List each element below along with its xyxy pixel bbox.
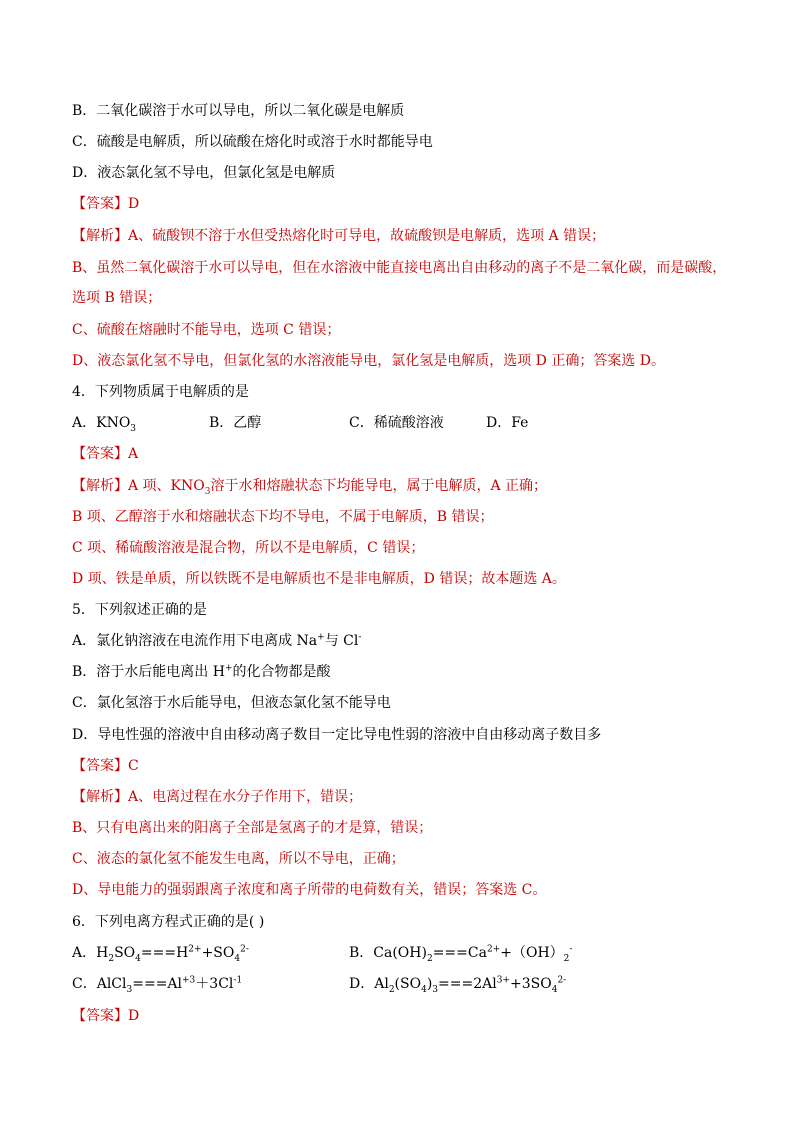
q3-answer	[72, 194, 733, 214]
answer-tag: 【答案】	[72, 446, 128, 462]
q3-option-d: D．液态氯化氢不导电，但氯化氢是电解质	[72, 165, 336, 181]
q4-option-d: D．Fe	[486, 415, 529, 431]
q6-answer	[72, 1006, 733, 1026]
answer-tag: 【答案】	[72, 1008, 128, 1024]
q6-option-d: D．$Al_2(SO_4)_3===2Al^{3+}+3SO_4^{2-}$	[349, 975, 567, 995]
q6-option-c: C．$AlCl_3===Al^{+3}+3Cl^{-1}$	[72, 975, 243, 995]
q3-option-b: B．二氧化碳溶于水可以导电，所以二氧化碳是电解质	[72, 103, 405, 119]
answer-value: D	[128, 196, 140, 212]
q3-analysis-5: D、液态氯化氢不导电，但氯化氢的水溶液能导电，氯化氢是电解质，选项 D 正确；答案选 D。	[72, 353, 666, 369]
q3-analysis-1: 【解析】A、硫酸钡不溶于水但受热熔化时可导电，故硫酸钡是电解质，选项 A 错误；	[72, 228, 606, 244]
q4-answer	[72, 444, 733, 464]
q5-option-d: D．导电性强的溶液中自由移动离子数目一定比导电性弱的溶液中自由移动离子数目多	[72, 727, 602, 743]
answer-tag: 【答案】	[72, 196, 128, 212]
q5-analysis-4: D、导电能力的强弱跟离子浓度和离子所带的电荷数有关，错误；答案选 C。	[72, 882, 547, 898]
q4-analysis-1: 【解析】A 项、$KNO_3$溶于水和熔融状态下均能导电，属于电解质，A 正确；	[72, 478, 548, 497]
q4-option-a: A．$KNO_3$	[72, 415, 137, 434]
answer-tag: 【答案】	[72, 758, 128, 774]
answer-value: D	[128, 1008, 140, 1024]
q3-option-c: C．硫酸是电解质，所以硫酸在熔化时或溶于水时都能导电	[72, 134, 433, 150]
q5-option-c: C．氯化氢溶于水后能导电，但液态氯化氢不能导电	[72, 695, 391, 711]
q4-analysis-4: D 项、铁是单质，所以铁既不是电解质也不是非电解质，D 错误；故本题选 A。	[72, 571, 566, 587]
q5-option-b: B．溶于水后能电离出 H+的化合物都是酸	[72, 663, 331, 680]
q3-analysis-2: B、虽然二氧化碳溶于水可以导电，但在水溶液中能直接电离出自由移动的离子不是二氧化碳，而是碳酸，	[72, 260, 727, 276]
q5-analysis-2: B、只有电离出来的阳离子全部是氢离子的才是算，错误；	[72, 820, 433, 836]
analysis-tag: 【解析】	[72, 478, 128, 494]
q5-answer	[72, 756, 733, 776]
analysis-tag: 【解析】	[72, 789, 128, 805]
q4-option-b: B．乙醇	[209, 415, 262, 431]
q3-analysis-4: C、硫酸在熔融时不能导电，选项 C 错误；	[72, 322, 341, 338]
answer-value: C	[128, 758, 139, 774]
q6-option-a: A．$H_2SO_4===H^{2+}+SO_4^{2-}$	[72, 944, 249, 964]
q4-stem: 4．下列物质属于电解质的是	[72, 384, 249, 400]
q3-analysis-3: 选项 B 错误；	[72, 290, 162, 306]
q5-analysis-1: 【解析】A、电离过程在水分子作用下，错误；	[72, 789, 363, 805]
q6-option-b: B．$Ca(OH)_2===Ca^{2+}+(OH)_2^-$	[349, 944, 573, 964]
analysis-tag: 【解析】	[72, 228, 128, 244]
q5-option-a: A．氯化钠溶液在电流作用下电离成 Na+与 Cl-	[72, 632, 362, 649]
q6-stem: 6．下列电离方程式正确的是( )	[72, 914, 265, 930]
q5-stem: 5．下列叙述正确的是	[72, 602, 207, 618]
answer-value: A	[128, 446, 139, 462]
q4-analysis-3: C 项、稀硫酸溶液是混合物，所以不是电解质，C 错误；	[72, 540, 425, 556]
q4-option-c: C．稀硫酸溶液	[349, 415, 444, 431]
q4-analysis-2: B 项、乙醇溶于水和熔融状态下均不导电，不属于电解质，B 错误；	[72, 509, 494, 525]
q5-analysis-3: C、液态的氯化氢不能发生电离，所以不导电，正确；	[72, 851, 405, 867]
